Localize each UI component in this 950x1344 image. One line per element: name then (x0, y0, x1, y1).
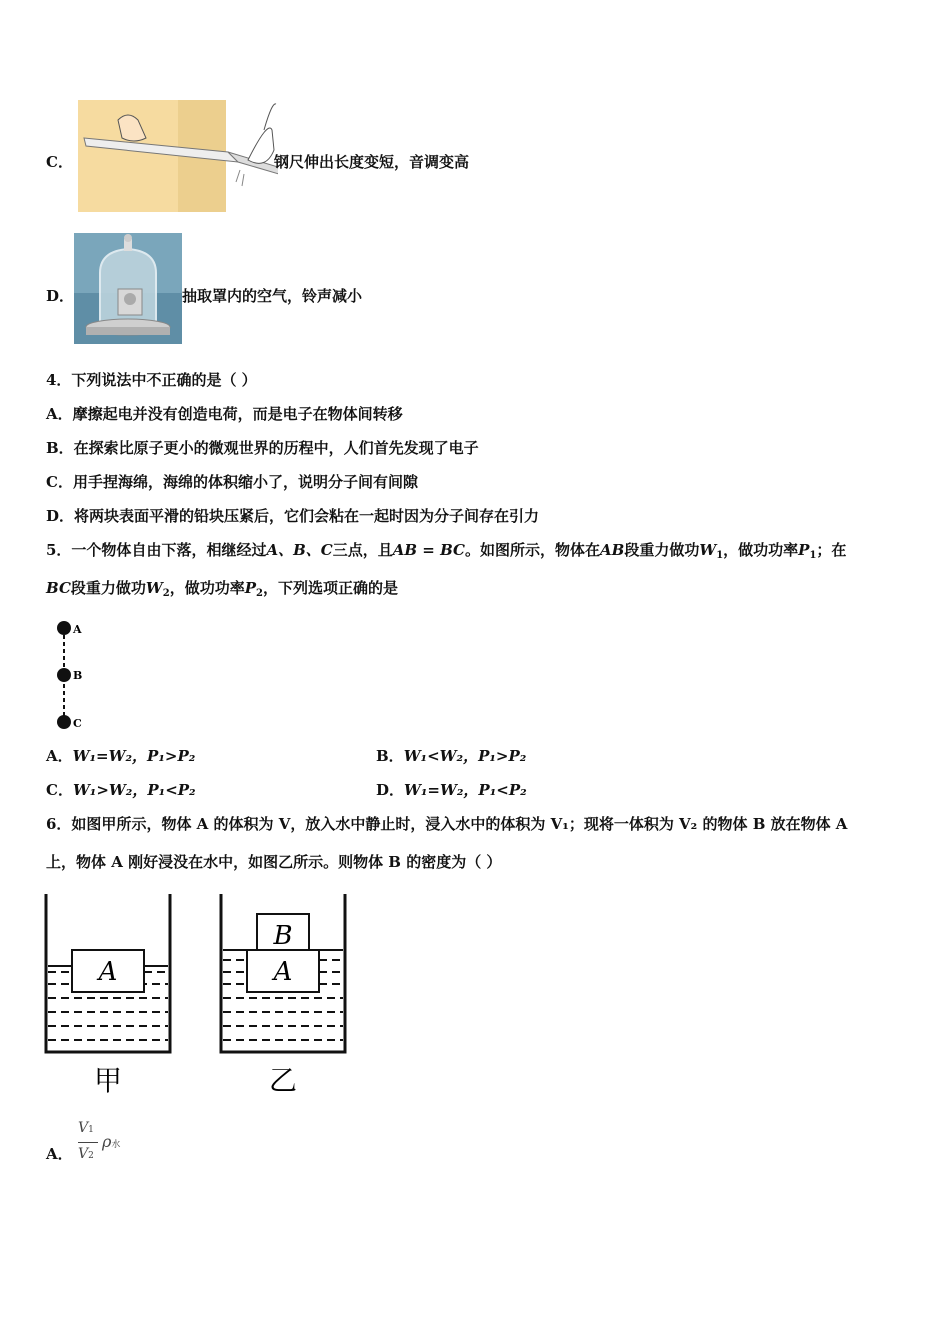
point-c-dot (57, 715, 71, 729)
q4-option-b: B．在探索比原子更小的微观世界的历程中，人们首先发现了电子 (46, 439, 479, 457)
container-yi-figure (219, 892, 349, 1098)
q3-option-c-text: 钢尺伸出长度变短，音调变高 (274, 153, 470, 171)
q6-option-a-letter: A． (46, 1145, 73, 1163)
block-b-label-yi: B (273, 921, 293, 951)
steel-ruler-figure (78, 100, 278, 212)
q5-stem-line1: 5．一个物体自由下落，相继经过A、B、C三点，且AB = BC。如图所示，物体在AB段重力做功$W_1$，做功功率$P_1$；在 (46, 541, 847, 561)
point-a-dot (57, 621, 71, 635)
q4-option-d: D．将两块表面平滑的铅块压紧后，它们会粘在一起时因为分子间存在引力 (46, 507, 540, 525)
falling-object-figure (54, 618, 94, 734)
q6-stem-line2: 上，物体 A 刚好浸没在水中，如图乙所示。则物体 B 的密度为（ ） (46, 853, 502, 871)
q5-option-b: B．W₁<W₂，P₁>P₂ (376, 747, 527, 765)
block-a-label-yi: A (273, 957, 293, 987)
q4-option-c: C．用手捏海绵，海绵的体积缩小了，说明分子间有间隙 (46, 473, 418, 491)
q5-option-c: C．W₁>W₂，P₁<P₂ (46, 781, 196, 799)
container-jia-figure (44, 892, 174, 1098)
q3-option-d-letter: D． (46, 287, 75, 305)
point-c-label: C (73, 717, 82, 730)
figure-jia-label: 甲 (93, 1064, 123, 1097)
q5-option-a: A．W₁=W₂，P₁>P₂ (46, 747, 196, 765)
point-a-label: A (73, 623, 82, 636)
q6-stem-line1: 6．如图甲所示，物体 A 的体积为 V，放入水中静止时，浸入水中的体积为 V₁；现将一体积为 V₂ 的物体 B 放在物体 A (46, 815, 848, 833)
q4-stem: 4．下列说法中不正确的是（ ） (46, 371, 257, 389)
q3-option-d-text: 抽取罩内的空气，铃声减小 (182, 287, 363, 305)
q3-option-c-letter: C． (46, 153, 73, 171)
q4-option-a: A．摩擦起电并没有创造电荷，而是电子在物体间转移 (46, 405, 403, 423)
q5-option-d: D．W₁=W₂，P₁<P₂ (376, 781, 527, 799)
point-b-dot (57, 668, 71, 682)
point-b-label: B (73, 669, 83, 682)
figure-yi-label: 乙 (268, 1064, 298, 1097)
bell-jar-figure (74, 233, 182, 344)
q5-stem-line2: BC段重力做功$W_2$，做功功率$P_2$，下列选项正确的是 (46, 579, 399, 599)
block-a-label-jia: A (98, 957, 118, 987)
q6-option-a-formula: V1 V2 ρ水 (78, 1120, 121, 1162)
